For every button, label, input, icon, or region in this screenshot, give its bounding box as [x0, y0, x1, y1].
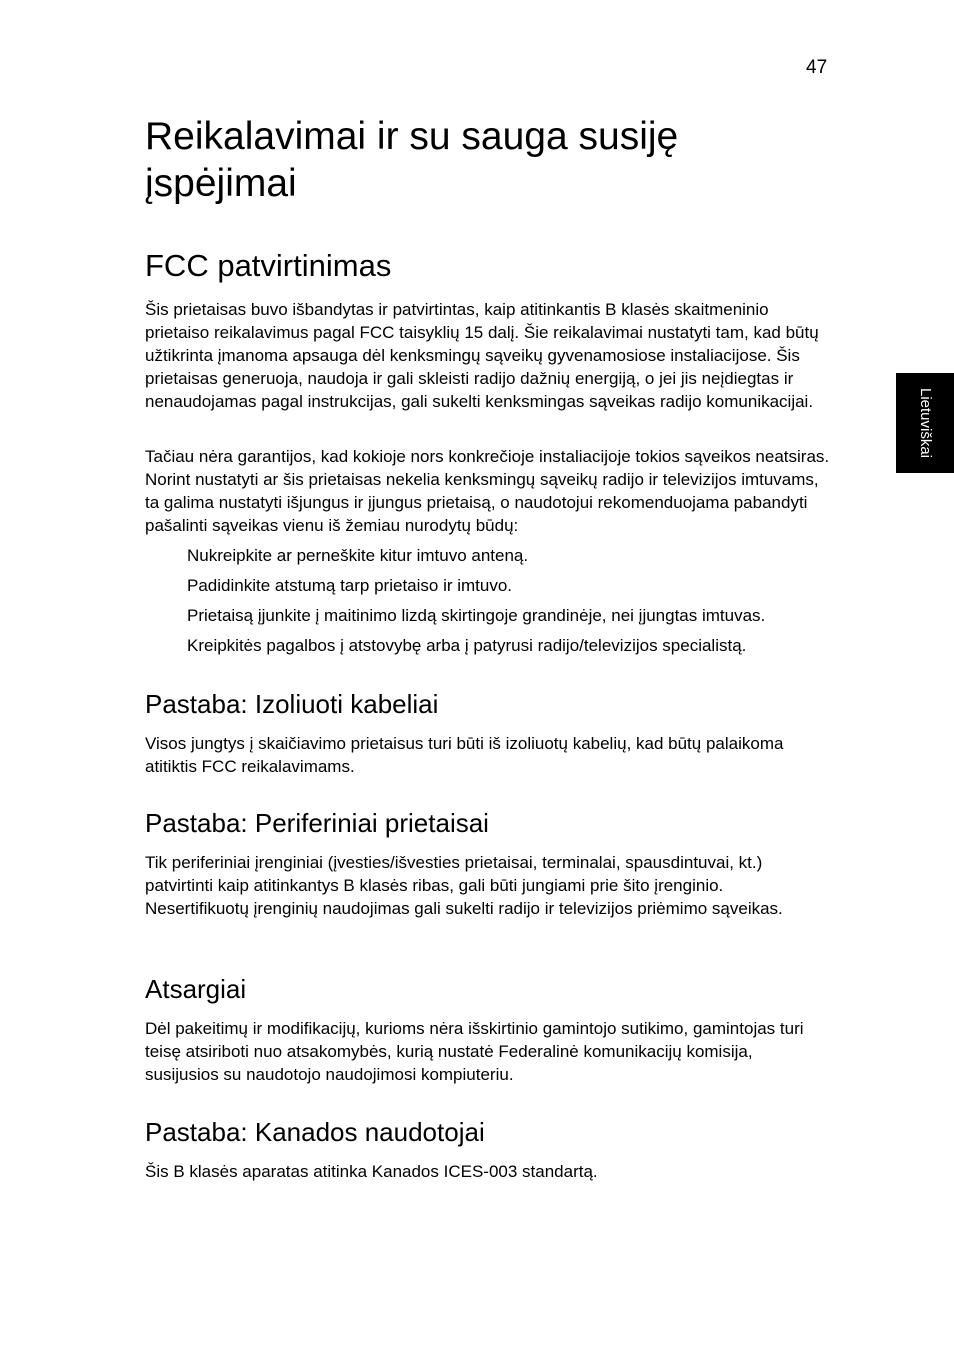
- fcc-paragraph-1: Šis prietaisas buvo išbandytas ir patvirtintas, kaip atitinkantis B klasės skaitmeninio prietaiso reikalavimus pagal FCC taisyklių 15 dalį. Šie reikalavimai nustatyti tam, kad būtų užtikrinta įmanoma apsauga dėl kenksmingų sąveikų gyvenamosiose instaliacijose. Šis prietaisas generuoja, naudoja ir gali skleisti radijo dažnių energiją, o jei jis neįdiegtas ir nenaudojamas pagal instrukcijas, gali sukelti kenksmingas sąveikas radijo komunikacijai.: [145, 300, 819, 411]
- canada-heading: Pastaba: Kanados naudotojai: [145, 1117, 485, 1147]
- caution-heading: Atsargiai: [145, 974, 247, 1004]
- peripherals-heading: Pastaba: Periferiniai prietaisai: [145, 808, 489, 838]
- cables-heading: Pastaba: Izoliuoti kabeliai: [145, 689, 439, 719]
- fcc-paragraph-2: Tačiau nėra garantijos, kad kokioje nors konkrečioje instaliacijoje tokios sąveikos neatsiras. Norint nustatyti ar šis prietaisas nekelia kenksmingų sąveikų radijo ir televizijos imtuvams, ta galima nustatyti išjungus ir įjungus prietaisą, o naudotojui rekomenduojama pabandyti pašalinti sąveikas vienu iš žemiau nurodytų būdų:: [145, 447, 830, 535]
- list-item: Nukreipkite ar perneškite kitur imtuvo anteną.: [187, 546, 529, 565]
- language-side-tab-label: Lietuviškai: [917, 387, 934, 459]
- page-number: 47: [806, 57, 828, 78]
- list-item: Prietaisą įjunkite į maitinimo lizdą skirtingoje grandinėje, nei įjungtas imtuvas.: [187, 606, 766, 625]
- language-side-tab: [896, 373, 954, 473]
- fcc-heading: FCC patvirtinimas: [145, 248, 392, 283]
- caution-text: Dėl pakeitimų ir modifikacijų, kurioms nėra išskirtinio gamintojo sutikimo, gamintojas turi teisę atsiriboti nuo atsakomybės, kurią nustatė Federalinė komunikacijų komisija, susijusios su naudotojo naudojimosi kompiuteriu.: [145, 1019, 804, 1084]
- list-item: Padidinkite atstumą tarp prietaiso ir imtuvo.: [187, 576, 513, 595]
- cables-text: Visos jungtys į skaičiavimo prietaisus turi būti iš izoliuotų kabelių, kad būtų palaikoma atitiktis FCC reikalavimams.: [145, 734, 784, 776]
- page-title: Reikalavimai ir su sauga susiję įspėjimai: [145, 115, 679, 205]
- list-item: Kreipkitės pagalbos į atstovybę arba į patyrusi radijo/televizijos specialistą.: [187, 636, 747, 655]
- fcc-measures-list: [187, 544, 765, 664]
- canada-text: Šis B klasės aparatas atitinka Kanados ICES-003 standartą.: [145, 1162, 598, 1181]
- peripherals-text: Tik periferiniai įrenginiai (įvesties/išvesties prietaisai, terminalai, spausdintuvai, kt.) patvirtinti kaip atitinkantys B klasės ribas, gali būti jungiami prie šito įrenginio. Nesertifikuotų įrenginių naudojimas gali sukelti radijo ir televizijos priėmimo sąveikas.: [145, 853, 783, 918]
